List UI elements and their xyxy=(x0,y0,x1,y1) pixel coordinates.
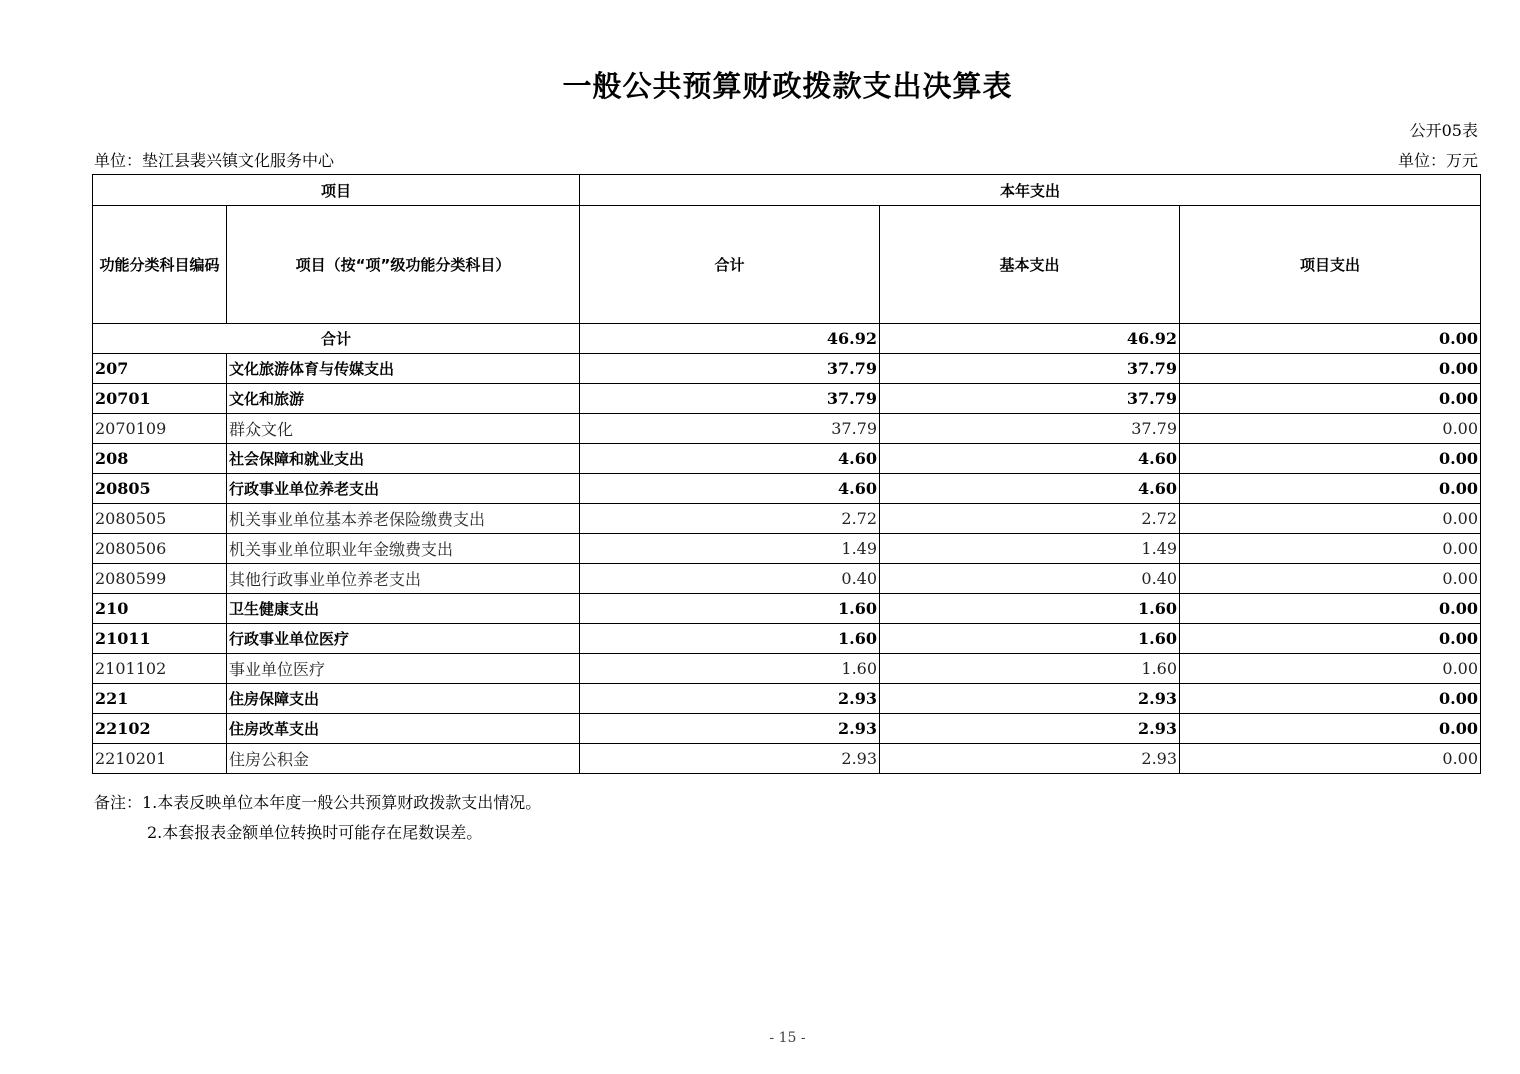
row-total: 2.93 xyxy=(580,714,880,744)
row-project-exp: 0.00 xyxy=(1180,654,1481,684)
row-code: 2080599 xyxy=(93,564,227,594)
note-1: 备注：1.本表反映单位本年度一般公共预算财政拨款支出情况。 xyxy=(94,793,542,812)
row-project-exp: 0.00 xyxy=(1180,384,1481,414)
row-project-exp: 0.00 xyxy=(1180,744,1481,774)
total-row-total: 46.92 xyxy=(580,324,880,354)
row-total: 4.60 xyxy=(580,444,880,474)
row-code: 221 xyxy=(93,684,227,714)
total-row-project-exp: 0.00 xyxy=(1180,324,1481,354)
row-project-exp: 0.00 xyxy=(1180,594,1481,624)
row-code: 20701 xyxy=(93,384,227,414)
table-row xyxy=(93,744,1481,774)
row-basic: 2.93 xyxy=(880,714,1180,744)
row-project-exp: 0.00 xyxy=(1180,714,1481,744)
table-row xyxy=(93,384,1481,414)
row-code: 2101102 xyxy=(93,654,227,684)
row-basic: 2.72 xyxy=(880,504,1180,534)
table-row xyxy=(93,354,1481,384)
header-item: 项目（按“项”级功能分类科目） xyxy=(227,206,580,324)
row-total: 1.60 xyxy=(580,594,880,624)
table-row xyxy=(93,654,1481,684)
row-project-exp: 0.00 xyxy=(1180,414,1481,444)
row-project-exp: 0.00 xyxy=(1180,624,1481,654)
row-code: 2070109 xyxy=(93,414,227,444)
row-name: 事业单位医疗 xyxy=(227,654,580,684)
header-total: 合计 xyxy=(580,206,880,324)
total-row xyxy=(93,324,1481,354)
document-title: 一般公共预算财政拨款支出决算表 xyxy=(562,69,1013,103)
table-row xyxy=(93,474,1481,504)
row-basic: 1.49 xyxy=(880,534,1180,564)
header-project: 项目 xyxy=(93,175,580,206)
form-number: 公开05表 xyxy=(1409,121,1478,140)
expenditure-table xyxy=(92,174,1481,774)
table-row xyxy=(93,594,1481,624)
row-total: 0.40 xyxy=(580,564,880,594)
row-code: 2080505 xyxy=(93,504,227,534)
row-total: 4.60 xyxy=(580,474,880,504)
row-name: 机关事业单位职业年金缴费支出 xyxy=(227,534,580,564)
row-project-exp: 0.00 xyxy=(1180,684,1481,714)
row-name: 住房保障支出 xyxy=(227,684,580,714)
table-row xyxy=(93,414,1481,444)
row-code: 21011 xyxy=(93,624,227,654)
header-current-year: 本年支出 xyxy=(580,175,1481,206)
table-row xyxy=(93,444,1481,474)
row-code: 2080506 xyxy=(93,534,227,564)
row-project-exp: 0.00 xyxy=(1180,354,1481,384)
table-row xyxy=(93,714,1481,744)
row-total: 37.79 xyxy=(580,414,880,444)
row-project-exp: 0.00 xyxy=(1180,564,1481,594)
row-basic: 1.60 xyxy=(880,594,1180,624)
table-row xyxy=(93,564,1481,594)
row-name: 行政事业单位养老支出 xyxy=(227,474,580,504)
row-total: 2.93 xyxy=(580,744,880,774)
row-name: 社会保障和就业支出 xyxy=(227,444,580,474)
table-row xyxy=(93,534,1481,564)
row-basic: 0.40 xyxy=(880,564,1180,594)
row-name: 文化和旅游 xyxy=(227,384,580,414)
row-name: 住房公积金 xyxy=(227,744,580,774)
row-code: 22102 xyxy=(93,714,227,744)
table-row xyxy=(93,624,1481,654)
table-row xyxy=(93,504,1481,534)
row-project-exp: 0.00 xyxy=(1180,444,1481,474)
row-name: 文化旅游体育与传媒支出 xyxy=(227,354,580,384)
row-basic: 37.79 xyxy=(880,384,1180,414)
row-total: 37.79 xyxy=(580,354,880,384)
row-name: 群众文化 xyxy=(227,414,580,444)
total-row-label: 合计 xyxy=(93,324,580,354)
row-basic: 4.60 xyxy=(880,444,1180,474)
note-2: 2.本套报表金额单位转换时可能存在尾数误差。 xyxy=(147,823,483,842)
row-code: 2210201 xyxy=(93,744,227,774)
row-total: 2.72 xyxy=(580,504,880,534)
currency-unit: 单位：万元 xyxy=(1397,151,1478,170)
row-project-exp: 0.00 xyxy=(1180,534,1481,564)
row-total: 37.79 xyxy=(580,384,880,414)
row-basic: 37.79 xyxy=(880,354,1180,384)
row-name: 行政事业单位医疗 xyxy=(227,624,580,654)
header-project-exp: 项目支出 xyxy=(1180,206,1481,324)
reporting-unit: 单位：垫江县裴兴镇文化服务中心 xyxy=(94,151,335,170)
row-code: 207 xyxy=(93,354,227,384)
row-total: 1.60 xyxy=(580,624,880,654)
table-row xyxy=(93,684,1481,714)
row-code: 208 xyxy=(93,444,227,474)
row-total: 1.49 xyxy=(580,534,880,564)
header-basic: 基本支出 xyxy=(880,206,1180,324)
row-basic: 2.93 xyxy=(880,744,1180,774)
row-name: 住房改革支出 xyxy=(227,714,580,744)
row-code: 210 xyxy=(93,594,227,624)
row-project-exp: 0.00 xyxy=(1180,474,1481,504)
row-total: 1.60 xyxy=(580,654,880,684)
row-basic: 1.60 xyxy=(880,624,1180,654)
row-project-exp: 0.00 xyxy=(1180,504,1481,534)
header-row-columns xyxy=(93,206,1481,324)
header-code: 功能分类科目编码 xyxy=(93,206,227,324)
row-name: 机关事业单位基本养老保险缴费支出 xyxy=(227,504,580,534)
total-row-basic: 46.92 xyxy=(880,324,1180,354)
header-row-group xyxy=(93,175,1481,206)
row-code: 20805 xyxy=(93,474,227,504)
row-basic: 2.93 xyxy=(880,684,1180,714)
page-number: - 15 - xyxy=(769,1030,806,1046)
row-basic: 1.60 xyxy=(880,654,1180,684)
row-total: 2.93 xyxy=(580,684,880,714)
row-basic: 4.60 xyxy=(880,474,1180,504)
row-basic: 37.79 xyxy=(880,414,1180,444)
row-name: 其他行政事业单位养老支出 xyxy=(227,564,580,594)
row-name: 卫生健康支出 xyxy=(227,594,580,624)
